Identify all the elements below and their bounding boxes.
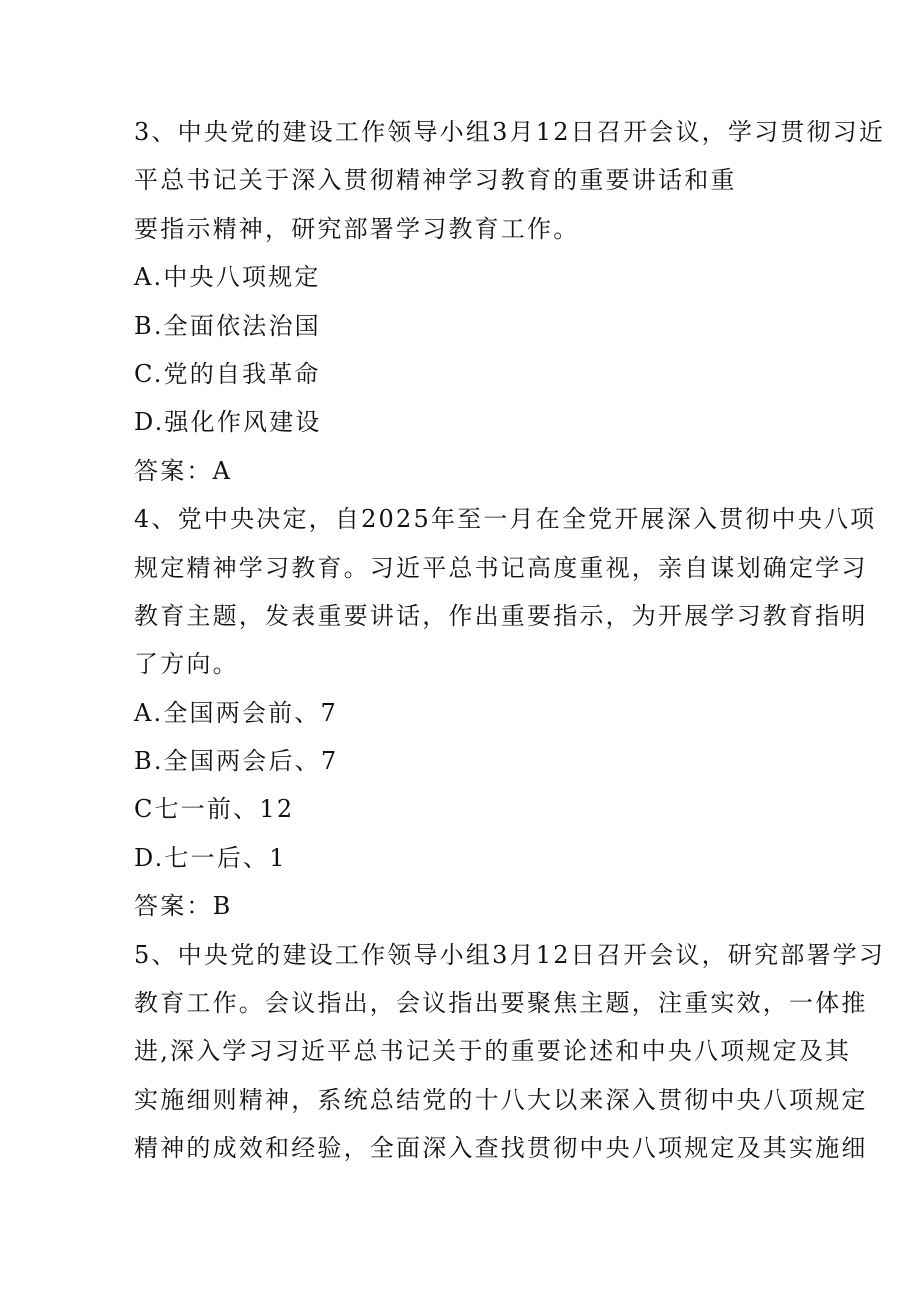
q5-line-1: 5、中央党的建设工作领导小组3月12日召开会议，研究部署学习 [134,940,886,969]
q4-line-3: 教育主题，发表重要讲话，作出重要指示，为开展学习教育指明 [134,601,868,630]
q4-option-b: B.全国两会后、7 [134,747,339,776]
q5-line-5: 精神的成效和经验，全面深入查找贯彻中央八项规定及其实施细 [134,1134,868,1163]
q4-option-d: D.七一后、1 [134,843,287,872]
q3-option-d: D.强化作风建设 [134,408,322,437]
q3-option-c: C.党的自我革命 [134,359,321,388]
q3-answer: 答案：A [134,456,233,485]
q3-line-2: 平总书记关于深入贯彻精神学习教育的重要讲话和重 [134,166,737,195]
q5-line-2: 教育工作。会议指出，会议指出要聚焦主题，注重实效，一体推 [134,989,868,1018]
q4-option-a: A.全国两会前、7 [134,698,339,727]
q5-line-4: 实施细则精神，系统总结党的十八大以来深入贯彻中央八项规定 [134,1085,868,1114]
q4-line-2: 规定精神学习教育。习近平总书记高度重视，亲自谋划确定学习 [134,553,868,582]
document-body [134,108,886,1173]
q4-option-c: C七一前、12 [134,795,295,824]
q3-line-1: 3、中央党的建设工作领导小组3月12日召开会议，学习贯彻习近 [134,118,886,146]
q3-line-3: 要指示精神，研究部署学习教育工作。 [134,214,580,243]
q3-option-a: A.中央八项规定 [134,263,321,292]
q3-option-b: B.全面依法治国 [134,311,321,340]
q5-line-3: 进,深入学习习近平总书记关于的重要论述和中央八项规定及其 [134,1037,852,1066]
q4-answer: 答案：B [134,892,233,921]
q4-line-1: 4、党中央决定，自2025年至一月在全党开展深入贯彻中央八项 [134,505,877,534]
q4-line-4: 了方向。 [134,650,239,679]
